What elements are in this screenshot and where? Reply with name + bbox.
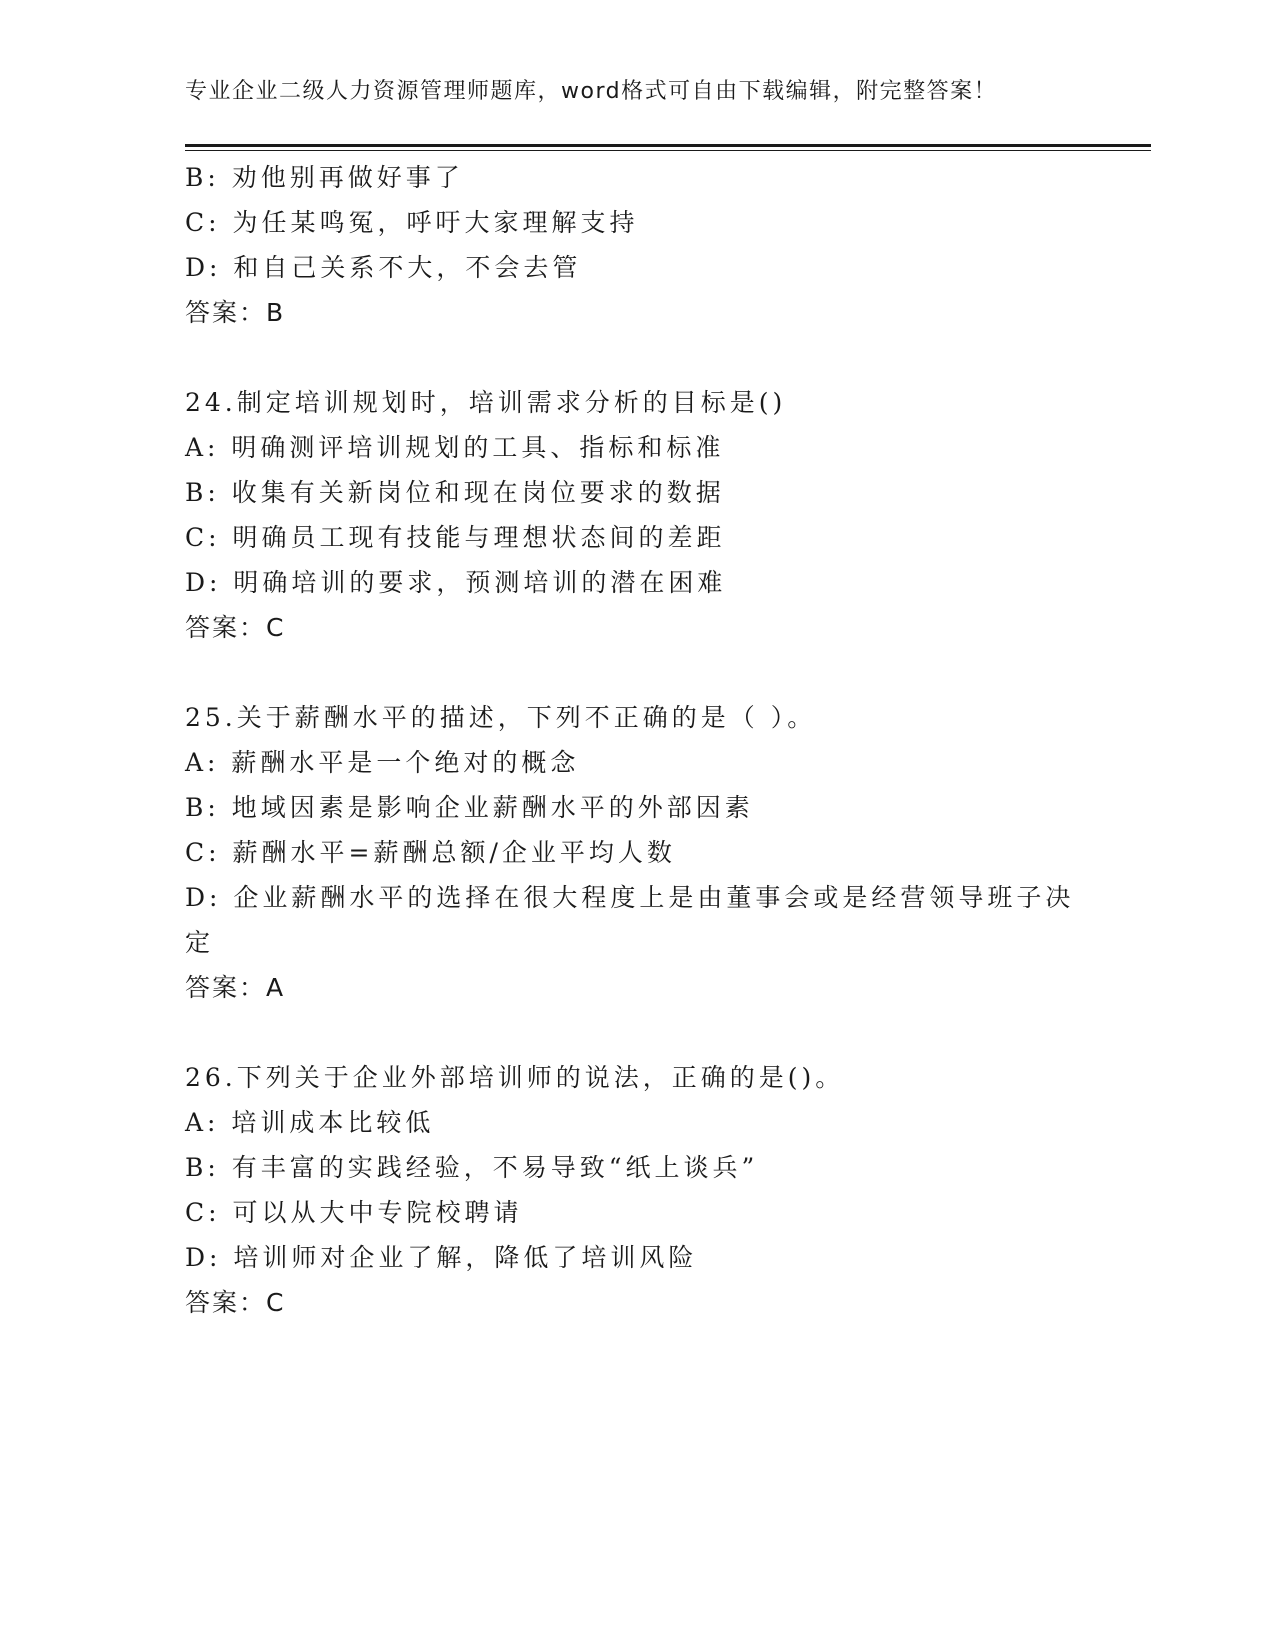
answer-line: 答案：C (185, 1288, 286, 1317)
option-a: A: 明确测评培训规划的工具、指标和标准 (185, 433, 725, 462)
question-stem: 24.制定培训规划时，培训需求分析的目标是() (185, 388, 787, 417)
answer-line: 答案：B (185, 298, 286, 327)
question-block-25 (185, 695, 1105, 1010)
question-block-24 (185, 380, 1105, 650)
answer-line: 答案：C (185, 613, 286, 642)
option-a: A: 薪酬水平是一个绝对的概念 (185, 748, 580, 777)
option-d: D: 明确培训的要求，预测培训的潜在困难 (185, 568, 727, 597)
option-d: D: 和自己关系不大，不会去管 (185, 253, 582, 282)
option-c: C: 明确员工现有技能与理想状态间的差距 (185, 523, 726, 552)
option-b: B: 收集有关新岗位和现在岗位要求的数据 (185, 478, 725, 507)
option-b: B: 有丰富的实践经验，不易导致“纸上谈兵” (185, 1153, 759, 1182)
option-b: B: 劝他别再做好事了 (185, 163, 464, 192)
question-block-26 (185, 1055, 1105, 1325)
option-d: D: 企业薪酬水平的选择在很大程度上是由董事会或是经营领导班子决 (185, 883, 1075, 912)
option-c: C: 薪酬水平=薪酬总额/企业平均人数 (185, 838, 676, 867)
page-header: 专业企业二级人力资源管理师题库，word格式可自由下载编辑，附完整答案！ (185, 79, 998, 104)
option-c: C: 为任某鸣冤，呼吁大家理解支持 (185, 208, 639, 237)
option-d-continuation: 定 (185, 928, 215, 957)
answer-line: 答案：A (185, 973, 286, 1002)
header-divider (185, 144, 1151, 151)
option-a: A: 培训成本比较低 (185, 1108, 435, 1137)
option-b: B: 地域因素是影响企业薪酬水平的外部因素 (185, 793, 754, 822)
question-stem: 26.下列关于企业外部培训师的说法，正确的是()。 (185, 1063, 845, 1092)
question-content (185, 155, 1105, 1325)
question-stem: 25.关于薪酬水平的描述，下列不正确的是（ ）。 (185, 703, 817, 732)
question-block-23 (185, 155, 1105, 335)
spacer (185, 1010, 1105, 1055)
option-d: D: 培训师对企业了解，降低了培训风险 (185, 1243, 698, 1272)
spacer (185, 650, 1105, 695)
option-c: C: 可以从大中专院校聘请 (185, 1198, 523, 1227)
spacer (185, 335, 1105, 380)
